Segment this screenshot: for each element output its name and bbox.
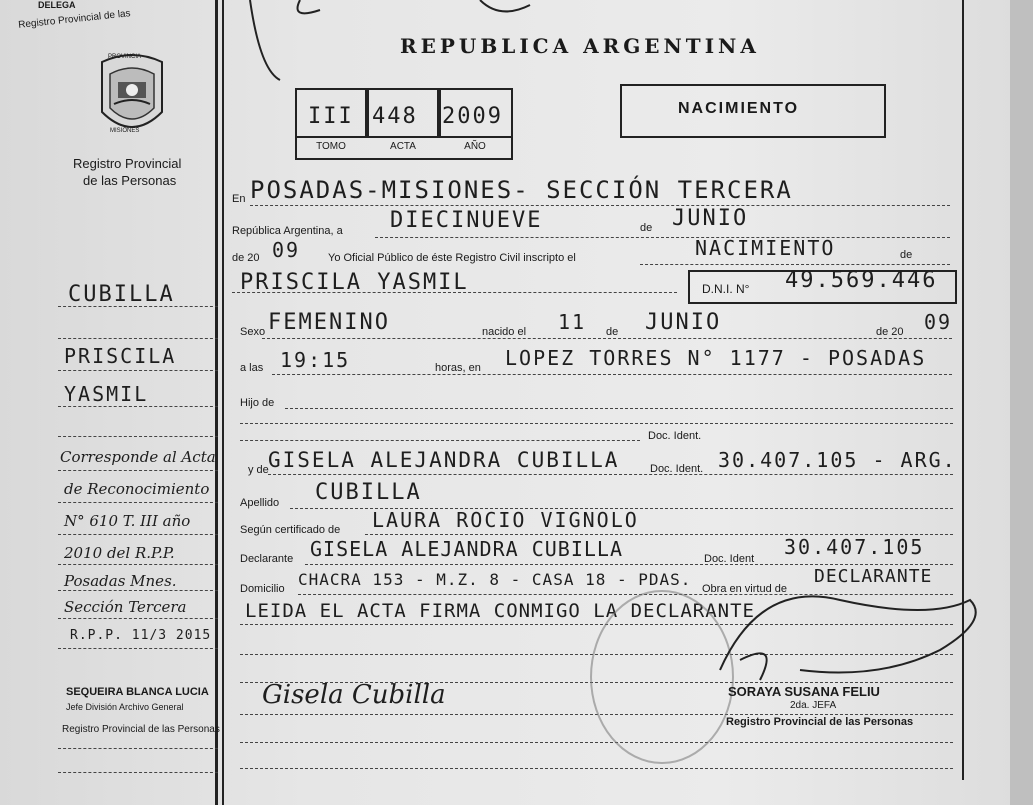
margin-note-3: N° 610 T. III año <box>64 512 191 530</box>
margin-line-12 <box>58 648 218 649</box>
margin-line-3 <box>58 370 218 371</box>
doc-type: NACIMIENTO <box>678 100 800 117</box>
value-madre: GISELA ALEJANDRA CUBILLA <box>268 448 620 472</box>
label-segun: Según certificado de <box>240 524 341 536</box>
registry-name-line2: de las Personas <box>83 173 177 188</box>
line-hijo-doc <box>240 440 640 441</box>
value-mes: JUNIO <box>672 206 749 231</box>
label-de20-nac: de 20 <box>876 326 904 338</box>
country-title: REPUBLICA ARGENTINA <box>400 34 760 58</box>
value-nacido-dia: 11 <box>558 310 587 334</box>
label-de-mes: de <box>606 326 619 338</box>
margin-line-13 <box>58 748 218 749</box>
label-dni: D.N.I. N° <box>702 282 750 296</box>
value-nacido-anio: 09 <box>924 310 953 334</box>
value-madre-doc: 30.407.105 - ARG. <box>718 448 957 472</box>
line-yde <box>268 474 953 475</box>
label-declarante: Declarante <box>240 553 294 565</box>
value-lugar: POSADAS-MISIONES- SECCIÓN TERCERA <box>250 176 793 204</box>
line-hijo-2 <box>240 423 953 424</box>
tomo-value: III <box>308 104 354 129</box>
value-obra: DECLARANTE <box>814 566 933 587</box>
value-lugar-nac: LOPEZ TORRES N° 1177 - POSADAS <box>505 346 927 370</box>
label-hijo: Hijo de <box>240 397 275 409</box>
label-republica: República Argentina, a <box>232 225 343 237</box>
label-de: de <box>640 222 653 234</box>
label-sexo: Sexo <box>240 326 266 338</box>
value-dni: 49.569.446 <box>785 268 938 293</box>
left-margin-rule-2 <box>222 0 224 805</box>
margin-note-7: R.P.P. 11/3 2015 <box>70 628 212 643</box>
margin-line-7 <box>58 502 218 503</box>
page-edge <box>1010 0 1033 805</box>
label-nacido: nacido el <box>482 326 527 338</box>
top-stamp-text: Registro Provincial de las <box>17 8 132 31</box>
value-inscripcion: NACIMIENTO <box>695 236 836 260</box>
margin-line-2 <box>58 338 218 339</box>
value-declarante: GISELA ALEJANDRA CUBILLA <box>310 537 623 561</box>
value-hora: 19:15 <box>280 348 351 372</box>
label-de20: de 20 <box>232 252 260 264</box>
label-doc-ident: Doc. Ident. <box>648 430 702 442</box>
margin-note-5: Posadas Mnes. <box>64 572 177 590</box>
label-obra: Obra en virtud de <box>702 583 787 595</box>
value-nacido-mes: JUNIO <box>645 310 722 335</box>
margin-line-10 <box>58 590 218 591</box>
label-alas: a las <box>240 362 264 374</box>
line-blank-4 <box>240 742 953 743</box>
tomo-label: TOMO <box>316 141 346 152</box>
anio-label: AÑO <box>464 141 486 152</box>
value-leida: LEIDA EL ACTA FIRMA CONMIGO LA DECLARANTE <box>245 600 755 622</box>
seal-text-top: PROVINCIA <box>108 54 142 60</box>
line-blank-5 <box>240 768 953 769</box>
value-apellido: CUBILLA <box>315 480 422 505</box>
line-en <box>250 205 950 206</box>
label-horas: horas, en <box>435 362 481 374</box>
registry-name-line1: Registro Provincial <box>73 156 182 171</box>
label-en: En <box>232 193 246 205</box>
line-hijo <box>285 408 953 409</box>
margin-signer-org: Registro Provincial de las Personas <box>62 724 220 735</box>
acta-value: 448 <box>372 104 418 129</box>
margin-line-8 <box>58 534 218 535</box>
line-sexo <box>262 338 952 339</box>
margin-nombre2: YASMIL <box>64 382 149 406</box>
top-stamp-delegacion: DELEGA <box>38 0 76 10</box>
margin-apellido: CUBILLA <box>68 282 175 307</box>
line-nombre <box>232 292 677 293</box>
margin-nombre1: PRISCILA <box>64 344 177 368</box>
margin-signer: SEQUEIRA BLANCA LUCIA <box>66 686 209 698</box>
margin-line-9 <box>58 564 218 565</box>
margin-line-14 <box>58 772 218 773</box>
margin-line-11 <box>58 618 218 619</box>
declarante-signature: Gisela Cubilla <box>262 680 446 710</box>
margin-line-6 <box>58 470 218 471</box>
label-apellido: Apellido <box>240 497 280 509</box>
value-nombre: PRISCILA YASMIL <box>240 270 469 295</box>
margin-note-4: 2010 del R.P.P. <box>64 544 175 562</box>
label-yde: y de <box>248 464 269 476</box>
margin-line-5 <box>58 436 218 437</box>
official-name: SORAYA SUSANA FELIU <box>728 684 880 699</box>
value-certificado: LAURA ROCIO VIGNOLO <box>372 508 639 532</box>
value-declarante-doc: 30.407.105 <box>784 535 925 559</box>
official-org: Registro Provincial de las Personas <box>726 716 914 728</box>
line-republica <box>375 237 950 238</box>
seal-text-bottom: MISIONES <box>110 128 140 134</box>
label-yo-oficial: Yo Oficial Público de éste Registro Civil inscripto el <box>328 252 576 264</box>
value-dia: DIECINUEVE <box>390 208 543 233</box>
label-doc-ident-2: Doc. Ident. <box>650 463 704 475</box>
label-doc-ident-3: Doc. Ident <box>704 553 755 565</box>
value-domicilio: CHACRA 153 - M.Z. 8 - CASA 18 - PDAS. <box>298 570 692 589</box>
label-domicilio: Domicilio <box>240 583 285 595</box>
provincial-seal-icon <box>94 52 170 140</box>
line-inscripcion <box>640 264 950 265</box>
margin-signer-role: Jefe División Archivo General <box>66 702 184 712</box>
value-anio-suffix: 09 <box>272 238 301 262</box>
acta-label: ACTA <box>390 141 416 152</box>
value-sexo: FEMENINO <box>268 310 390 335</box>
label-de-inscr: de <box>900 249 913 261</box>
official-role: 2da. JEFA <box>790 700 837 711</box>
margin-note-2: de Reconocimiento <box>64 480 210 498</box>
margin-note-6: Sección Tercera <box>64 598 187 616</box>
margin-line-1 <box>58 306 218 307</box>
anio-value: 2009 <box>442 104 503 129</box>
line-alas <box>272 374 952 375</box>
top-signature-scribble-icon <box>240 0 640 90</box>
margin-line-4 <box>58 406 218 407</box>
signature-scribble-icon <box>700 560 990 700</box>
left-margin-rule <box>215 0 218 805</box>
margin-note-1: Corresponde al Acta <box>60 448 216 466</box>
